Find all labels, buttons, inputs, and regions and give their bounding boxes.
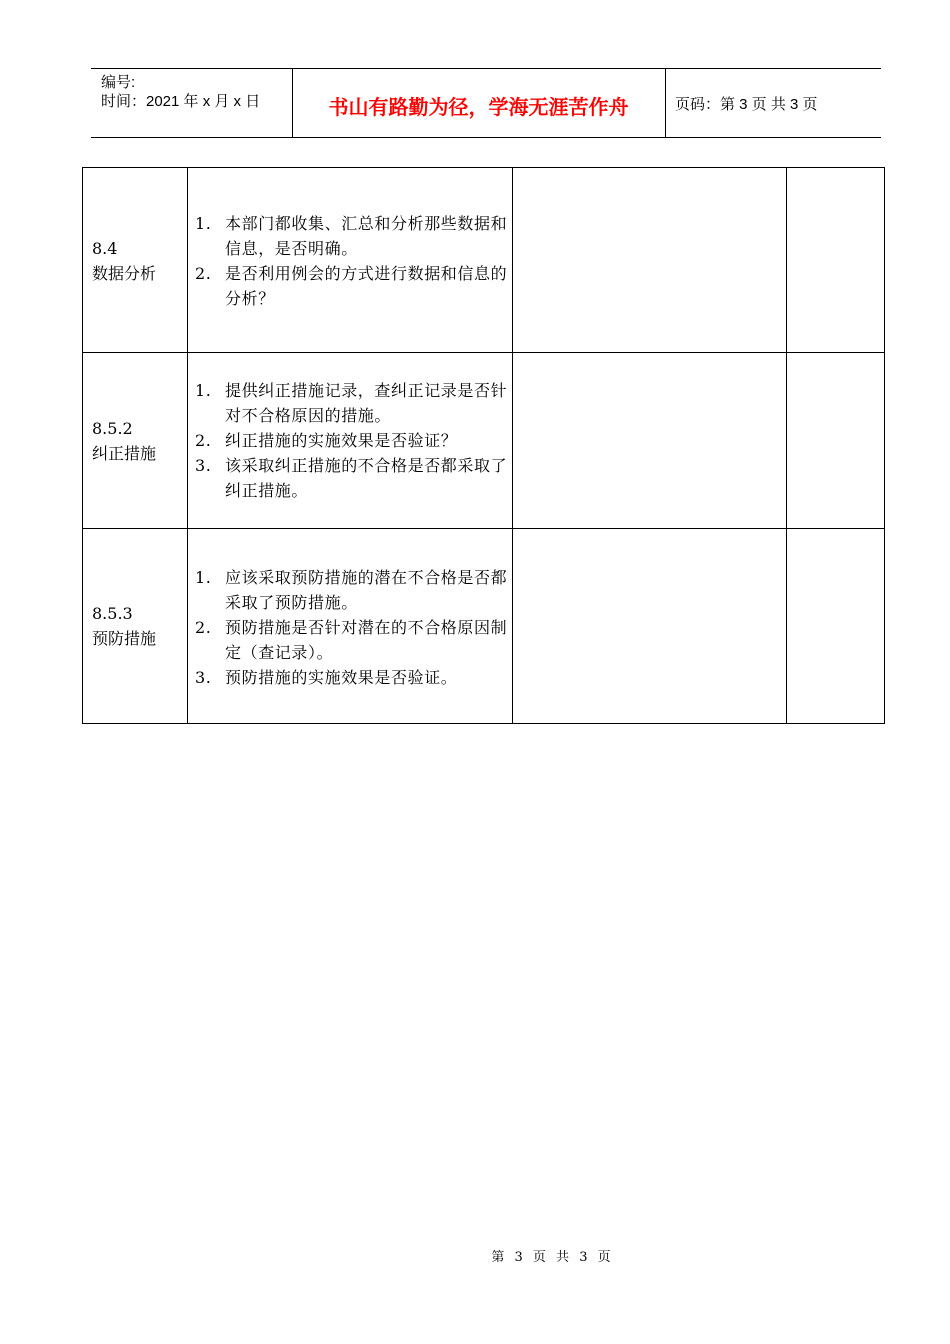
list-item <box>195 565 513 615</box>
list-item <box>195 428 513 453</box>
list-item <box>195 378 513 428</box>
item-text: 本部门都收集、汇总和分析那些数据和信息，是否明确。 <box>225 214 508 258</box>
date-label: 时间：2021 年 x 月 x 日 <box>101 93 261 110</box>
item-text: 应该采取预防措施的潜在不合格是否都采取了预防措施。 <box>225 568 508 612</box>
page-info: 页码：第 3 页 共 3 页 <box>675 96 818 113</box>
item-number: 3. <box>195 668 212 687</box>
list-item <box>195 211 513 261</box>
clause-number: 8.5.3 <box>92 604 133 623</box>
clause-name: 数据分析 <box>92 264 157 283</box>
item-text: 预防措施的实施效果是否验证。 <box>225 668 458 687</box>
item-number: 1. <box>195 214 212 233</box>
clause-cell <box>92 601 156 651</box>
item-number: 2. <box>195 618 212 637</box>
item-number: 1. <box>195 568 212 587</box>
check-item-list <box>195 211 513 311</box>
item-text: 纠正措施的实施效果是否验证？ <box>225 431 458 450</box>
clause-number: 8.5.2 <box>92 419 133 438</box>
list-item <box>195 615 513 665</box>
check-item-list <box>195 378 513 503</box>
clause-name: 纠正措施 <box>92 444 157 463</box>
clause-cell <box>92 416 156 466</box>
list-item <box>195 453 513 503</box>
item-text: 是否利用例会的方式进行数据和信息的分析？ <box>225 264 508 308</box>
table-row <box>83 352 886 528</box>
page-header <box>91 68 881 138</box>
clause-cell <box>92 236 156 286</box>
item-text: 预防措施是否针对潜在的不合格原因制定（查记录）。 <box>225 618 508 662</box>
item-number: 3. <box>195 456 212 475</box>
clause-number: 8.4 <box>92 239 118 258</box>
audit-table <box>82 167 885 724</box>
table-row <box>83 168 886 352</box>
item-number: 2. <box>195 431 212 450</box>
header-page-cell <box>665 69 881 137</box>
header-motto-cell <box>292 69 666 137</box>
table-row <box>83 528 886 724</box>
item-text: 该采取纠正措施的不合格是否都采取了纠正措施。 <box>225 456 508 500</box>
header-meta <box>91 69 293 137</box>
list-item <box>195 665 513 690</box>
footer-page-number: 第 3 页 共 3 页 <box>491 1250 614 1265</box>
code-label: 编号: <box>101 74 136 91</box>
clause-name: 预防措施 <box>92 629 157 648</box>
check-item-list <box>195 565 513 690</box>
item-number: 1. <box>195 381 212 400</box>
page-footer <box>0 1246 950 1265</box>
motto: 书山有路勤为径，学海无涯苦作舟 <box>328 95 629 119</box>
list-item <box>195 261 513 311</box>
item-number: 2. <box>195 264 212 283</box>
item-text: 提供纠正措施记录，查纠正记录是否针对不合格原因的措施。 <box>225 381 508 425</box>
